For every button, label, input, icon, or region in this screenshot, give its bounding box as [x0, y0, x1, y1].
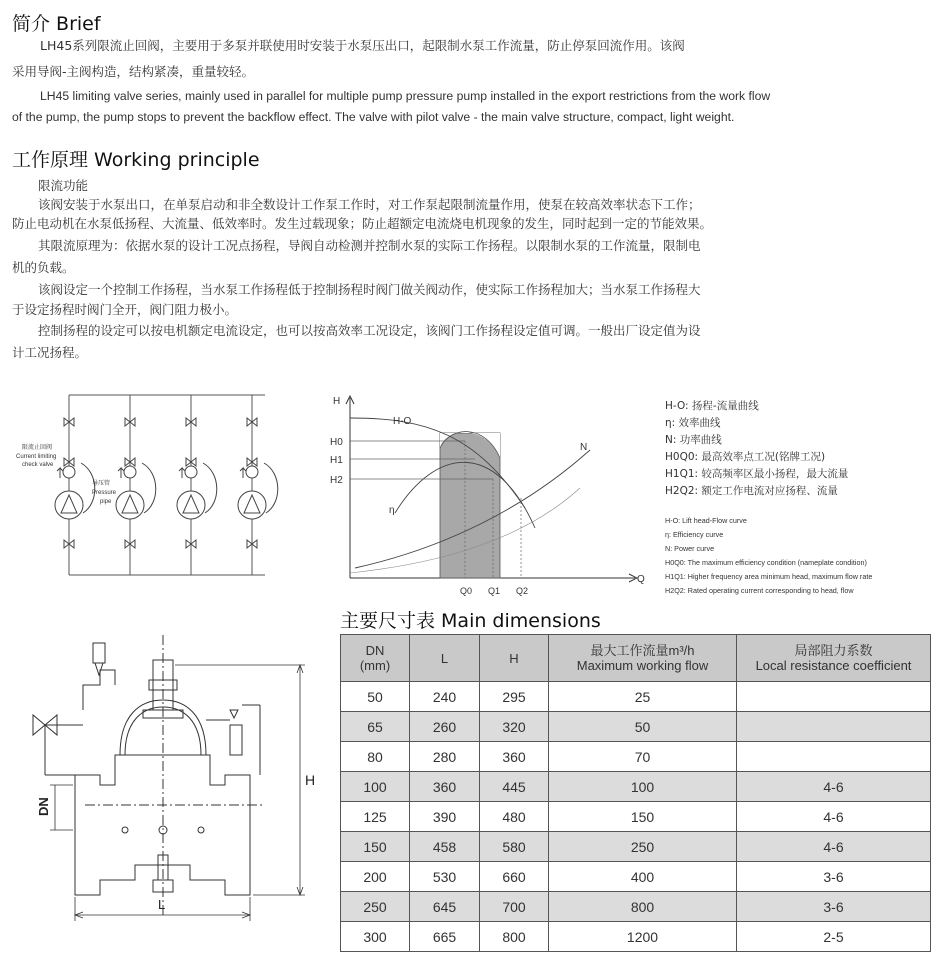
header-flow: [549, 635, 737, 682]
label-h: H: [305, 772, 316, 788]
tick-label-h0: H0: [330, 437, 343, 448]
cell-coef: [737, 682, 931, 712]
table-row: [341, 772, 931, 802]
cell-l: 240: [410, 682, 480, 712]
pressure-pipe-label-en1: Pressure: [92, 490, 117, 496]
cell-flow: 100: [549, 772, 737, 802]
working-line: 机的负载。: [12, 260, 75, 275]
header-coef: [737, 635, 931, 682]
cell-dn: 200: [341, 862, 410, 892]
pump-unit: [116, 418, 156, 548]
axis-label-h: H: [333, 396, 341, 407]
cell-dn: 125: [341, 802, 410, 832]
table-row: [341, 742, 931, 772]
cell-dn: 50: [341, 682, 410, 712]
cell-h: 700: [480, 892, 549, 922]
cell-flow: 800: [549, 892, 737, 922]
label-dn: DN: [36, 797, 51, 816]
cell-coef: 4-6: [737, 802, 931, 832]
check-valve-label-en2: check valve: [22, 462, 54, 468]
cell-flow: 250: [549, 832, 737, 862]
working-line: 计工况扬程。: [12, 345, 88, 360]
table-row: [341, 712, 931, 742]
cell-h: 320: [480, 712, 549, 742]
cell-dn: 65: [341, 712, 410, 742]
cell-flow: 400: [549, 862, 737, 892]
header-dn-label: DN: [365, 643, 385, 658]
header-dn: [341, 635, 410, 682]
cell-dn: 250: [341, 892, 410, 922]
header-flow-en: Maximum working flow: [576, 658, 709, 673]
header-coef-cn: 局部阻力系数: [794, 643, 873, 658]
brief-en-line2: of the pump, the pump stops to prevent the backflow effect. The valve with pilot valve - the main valve structure, compact, light weight.: [12, 110, 735, 124]
legend-cn-item: H0Q0: 最高效率点工况(铭牌工况): [665, 451, 826, 463]
header-l: L: [410, 635, 480, 682]
legend-cn-item: H2Q2: 额定工作电流对应扬程、流量: [665, 485, 838, 497]
brief-title: 简介 Brief: [12, 13, 101, 35]
pump-curve-chart: [325, 388, 650, 600]
cell-l: 280: [410, 742, 480, 772]
cell-dn: 300: [341, 922, 410, 952]
cell-coef: 4-6: [737, 832, 931, 862]
tick-label-q1: Q1: [488, 586, 501, 596]
working-line: 限流功能: [38, 178, 89, 193]
legend-cn-item: N: 功率曲线: [665, 434, 722, 446]
legend-en-item: H-O: Lift head-Flow curve: [665, 516, 747, 525]
cell-h: 480: [480, 802, 549, 832]
cell-flow: 150: [549, 802, 737, 832]
check-valve-label-cn: 限流止回阀: [22, 445, 53, 451]
pump-system-schematic: [10, 385, 310, 595]
pump-unit: [177, 418, 217, 548]
dimensions-title: 主要尺寸表 Main dimensions: [340, 610, 601, 632]
brief-cn-line1: LH45系列限流止回阀，主要用于多泵并联使用时安装于水泵压出口，起限制水泵工作流量，防止停泵回流作用。该阀: [40, 38, 685, 53]
cell-h: 660: [480, 862, 549, 892]
legend-cn-item: η: 效率曲线: [665, 417, 721, 429]
legend-cn-item: H-O: 扬程-流量曲线: [665, 400, 759, 412]
cell-l: 530: [410, 862, 480, 892]
legend-en-item: η: Efficiency curve: [665, 530, 724, 539]
cell-coef: 3-6: [737, 862, 931, 892]
pump-unit: [238, 418, 278, 548]
cell-h: 445: [480, 772, 549, 802]
cell-flow: 50: [549, 712, 737, 742]
tick-label-q0: Q0: [460, 586, 473, 596]
pressure-pipe-label-en2: pipe: [100, 499, 112, 505]
cell-coef: [737, 742, 931, 772]
cell-dn: 80: [341, 742, 410, 772]
working-line: 该阀设定一个控制工作扬程，当水泵工作扬程低于控制扬程时阀门做关阀动作，使实际工作扬程加大；当水泵工作扬程大: [38, 282, 701, 297]
table-row: [341, 832, 931, 862]
tick-label-h1: H1: [330, 455, 343, 466]
legend-en-item: N: Power curve: [665, 544, 715, 553]
cell-coef: 3-6: [737, 892, 931, 922]
cell-dn: 100: [341, 772, 410, 802]
cell-flow: 1200: [549, 922, 737, 952]
table-row: [341, 802, 931, 832]
legend-en-item: H2Q2: Rated operating current corresponding to head, flow: [665, 586, 854, 595]
pump-unit: [55, 418, 95, 548]
check-valve-label-en1: Current limiting: [16, 454, 57, 460]
cell-flow: 70: [549, 742, 737, 772]
working-line: 其限流原理为：依据水泵的设计工况点扬程，导阀自动检测并控制水泵的实际工作扬程。以限制水泵的工作流量，限制电: [38, 238, 701, 253]
cell-coef: [737, 712, 931, 742]
pressure-pipe-label-cn: 导压管: [92, 481, 111, 487]
cell-l: 458: [410, 832, 480, 862]
cell-coef: 4-6: [737, 772, 931, 802]
legend-en-item: H0Q0: The maximum efficiency condition (nameplate condition): [665, 558, 867, 567]
valve-cross-section-drawing: [25, 625, 330, 945]
cell-h: 295: [480, 682, 549, 712]
working-line: 防止电动机在水泵低扬程、大流量、低效率时。发生过载现象；防止超额定电流烧电机现象的发生，同时起到一定的节能效果。: [12, 216, 713, 231]
series-label-efficiency: η: [389, 505, 395, 516]
legend-cn-item: H1Q1: 较高频率区最小扬程，最大流量: [665, 468, 849, 480]
working-line: 该阀安装于水泵出口，在单泵启动和非全数设计工作泵工作时，对工作泵起限制流量作用，使泵在较高效率状态下工作；: [38, 197, 701, 212]
label-l: L: [158, 897, 166, 912]
header-coef-en: Local resistance coefficient: [755, 658, 912, 673]
cell-l: 360: [410, 772, 480, 802]
operating-zone: [440, 433, 500, 578]
tick-label-q2: Q2: [516, 586, 529, 596]
cell-h: 800: [480, 922, 549, 952]
working-line: 于设定扬程时阀门全开，阀门阻力极小。: [12, 302, 238, 317]
table-header-row: [341, 635, 931, 682]
working-title: 工作原理 Working principle: [12, 149, 260, 171]
header-h: H: [480, 635, 549, 682]
series-label-power: N: [580, 442, 588, 453]
working-line: 控制扬程的设定可以按电机额定电流设定，也可以按高效率工况设定，该阀门工作扬程设定值可调。一般出厂设定值为设: [38, 323, 701, 338]
legend-en-item: H1Q1: Higher frequency area minimum head, maximum flow rate: [665, 572, 873, 581]
table-row: [341, 892, 931, 922]
axis-label-q: Q: [637, 574, 645, 585]
cell-h: 580: [480, 832, 549, 862]
cell-l: 390: [410, 802, 480, 832]
header-flow-cn: 最大工作流量m³/h: [590, 643, 695, 658]
table-row: [341, 682, 931, 712]
table-row: [341, 862, 931, 892]
cell-flow: 25: [549, 682, 737, 712]
dimensions-table: [340, 634, 931, 952]
table-row: [341, 922, 931, 952]
cell-l: 665: [410, 922, 480, 952]
cell-coef: 2-5: [737, 922, 931, 952]
cell-l: 645: [410, 892, 480, 922]
header-dn-unit: (mm): [359, 658, 391, 673]
cell-dn: 150: [341, 832, 410, 862]
cell-l: 260: [410, 712, 480, 742]
brief-cn-line2: 采用导阀-主阀构造，结构紧凑，重量较轻。: [12, 64, 255, 79]
series-label-head-flow: H-O: [393, 416, 412, 427]
brief-en-line1: LH45 limiting valve series, mainly used in parallel for multiple pump pressure pump installed in the export restrictions from the work flow: [40, 89, 771, 103]
cell-h: 360: [480, 742, 549, 772]
tick-label-h2: H2: [330, 475, 343, 486]
